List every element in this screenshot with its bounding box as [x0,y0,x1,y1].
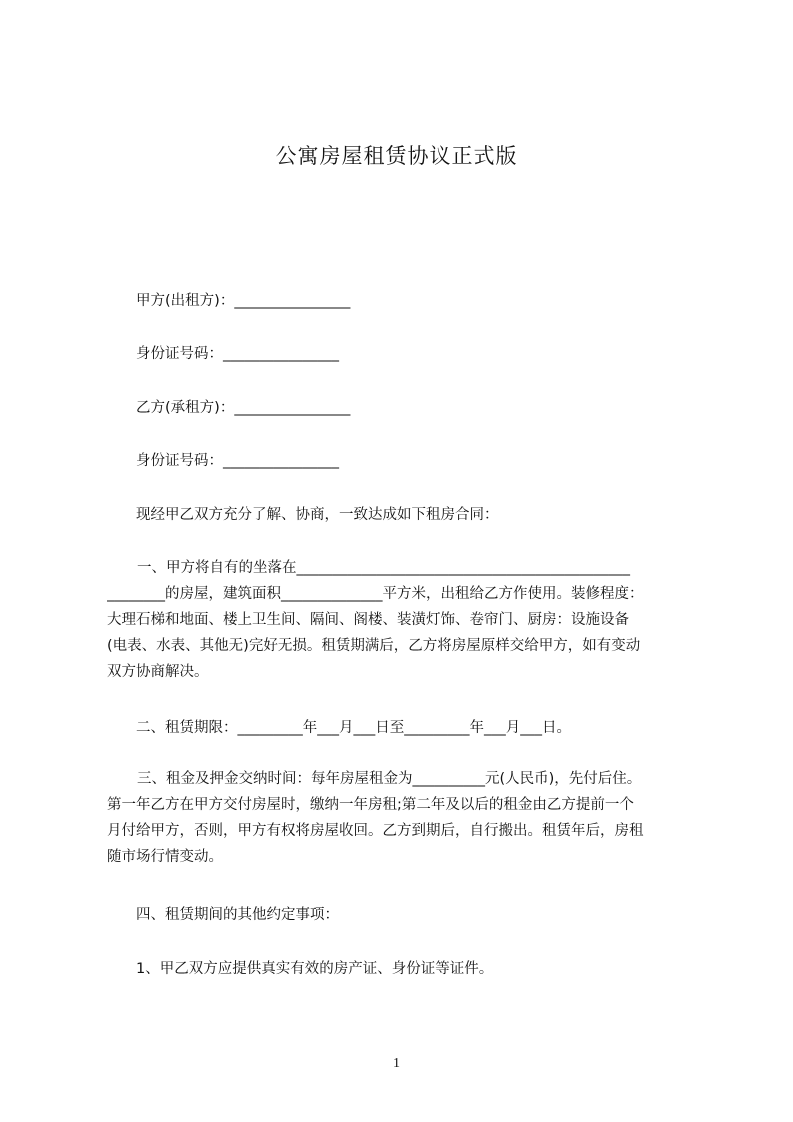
clause-3-line: 随市场行情变动。 [107,849,223,865]
document-title: 公寓房屋租赁协议正式版 [275,144,518,168]
clause-4-item-1: 1、甲乙双方应提供真实有效的房产证、身份证等证件。 [136,961,494,977]
party-a-line: 甲方(出租方)：________________ [136,293,351,309]
clause-3-line: 第一年乙方在甲方交付房屋时，缴纳一年房租;第二年及以后的租金由乙方提前一个 [107,797,634,813]
clause-1-line: (电表、水表、其他无)完好无损。租赁期满后，乙方将房屋原样交给甲方，如有变动 [107,638,641,654]
clause-3-line: 月付给甲方，否则，甲方有权将房屋收回。乙方到期后，自行搬出。租赁年后，房租 [107,823,644,839]
clause-3 [107,766,699,870]
clause-1-line: ________的房屋，建筑面积______________平方米，出租给乙方作使用。装修程度： [107,586,644,602]
page-number: 1 [393,1056,400,1071]
party-b-id-line: 身份证号码：________________ [136,453,339,469]
clause-4-heading: 四、租赁期间的其他约定事项： [136,907,339,923]
clause-2: 二、租赁期限：_________年___月___日至_________年___月___日。 [136,720,571,736]
clause-1-line: 大理石梯和地面、楼上卫生间、隔间、阁楼、装潢灯饰、卷帘门、厨房：设施设备 [107,612,629,628]
clause-1-line: 一、甲方将自有的坐落在______________________________________________ [137,560,630,576]
clause-1-line: 双方协商解决。 [107,664,209,680]
party-a-id-line: 身份证号码：________________ [136,346,339,362]
party-b-line: 乙方(承租方)：________________ [136,400,351,416]
clause-1 [107,555,699,685]
clause-3-line: 三、租金及押金交纳时间：每年房屋租金为__________元(人民币)，先付后住。 [137,771,642,787]
intro-paragraph: 现经甲乙双方充分了解、协商，一致达成如下租房合同： [136,507,499,523]
